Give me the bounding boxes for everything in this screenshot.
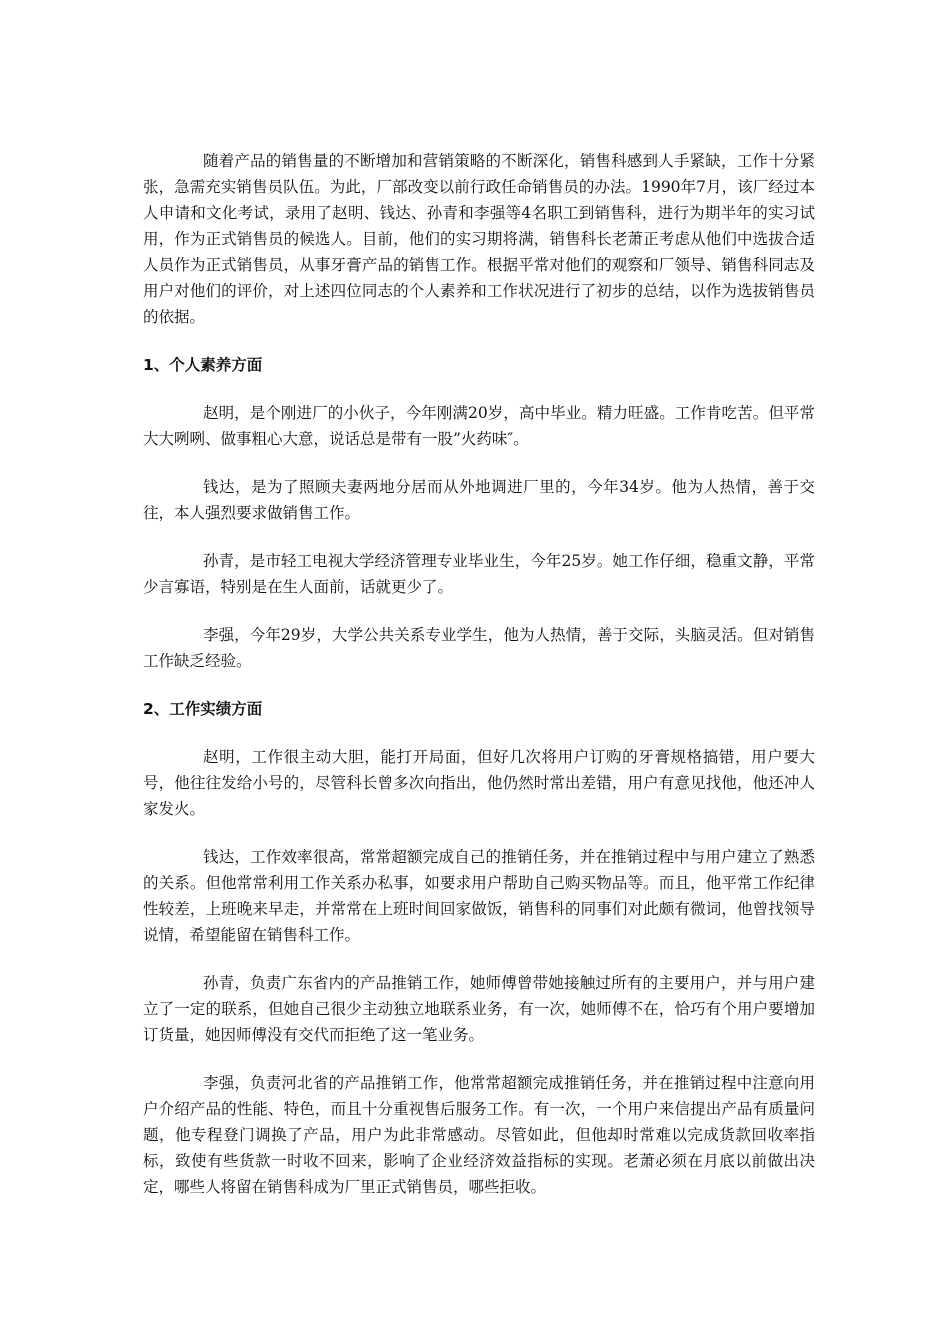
section-1-paragraph-li-qiang: 李强，今年29岁，大学公共关系专业学生，他为人热情，善于交际，头脑灵活。但对销售工作缺乏经验。 bbox=[143, 626, 815, 670]
section-2-paragraph-li-qiang: 李强，负责河北省的产品推销工作，他常常超额完成推销任务，并在推销过程中注意向用户介绍产品的性能、特色，而且十分重视售后服务工作。有一次，一个用户来信提出产品有质量问题，他专程登门调换了产品，用户为此非常感动。尽管如此，但他却时常难以完成货款回收率指标，致使有些货款一时收不回来，影响了企业经济效益指标的实现。老萧必须在月底以前做出决定，哪些人将留在销售科成为厂里正式销售员，哪些拒收。 bbox=[143, 1074, 815, 1196]
section-1-heading: 1、个人素养方面 bbox=[143, 356, 263, 374]
spacer bbox=[143, 600, 815, 622]
section-2-paragraph-qian-da: 钱达，工作效率很高，常常超额完成自己的推销任务，并在推销过程中与用户建立了熟悉的关系。但他常常利用工作关系办私事，如要求用户帮助自己购买物品等。而且，他平常工作纪律性较差，上班晚来早走，并常常在上班时间回家做饭，销售科的同事们对此颇有微词，他曾找领导说情，希望能留在销售科工作。 bbox=[143, 848, 815, 944]
spacer bbox=[143, 822, 815, 844]
section-1-paragraph-sun-qing: 孙青，是市轻工电视大学经济管理专业毕业生，今年25岁。她工作仔细，稳重文静，平常少言寡语，特别是在生人面前，话就更少了。 bbox=[143, 552, 815, 596]
section-2-paragraph-zhao-ming: 赵明，工作很主动大胆，能打开局面，但好几次将用户订购的牙膏规格搞错，用户要大号，他往往发给小号的，尽管科长曾多次向指出，他仍然时常出差错，用户有意见找他，他还冲人家发火。 bbox=[143, 748, 815, 818]
spacer bbox=[143, 452, 815, 474]
spacer bbox=[143, 722, 815, 744]
spacer bbox=[143, 948, 815, 970]
spacer bbox=[143, 330, 815, 352]
spacer bbox=[143, 674, 815, 696]
section-2-paragraph-sun-qing: 孙青，负责广东省内的产品推销工作，她师傅曾带她接触过所有的主要用户，并与用户建立了一定的联系，但她自己很少主动独立地联系业务，有一次，她师傅不在，恰巧有个用户要增加订货量，她因师傅没有交代而拒绝了这一笔业务。 bbox=[143, 974, 815, 1044]
document-page bbox=[143, 148, 815, 1200]
section-1-paragraph-qian-da: 钱达，是为了照顾夫妻两地分居而从外地调进厂里的，今年34岁。他为人热情，善于交往，本人强烈要求做销售工作。 bbox=[143, 478, 815, 522]
section-1-paragraph-zhao-ming: 赵明，是个刚进厂的小伙子，今年刚满20岁，高中毕业。精力旺盛。工作肯吃苦。但平常大大咧咧、做事粗心大意，说话总是带有一股”火药味″。 bbox=[143, 404, 815, 448]
spacer bbox=[143, 526, 815, 548]
section-2-heading: 2、工作实绩方面 bbox=[143, 700, 263, 718]
spacer bbox=[143, 1048, 815, 1070]
spacer bbox=[143, 378, 815, 400]
intro-paragraph: 随着产品的销售量的不断增加和营销策略的不断深化，销售科感到人手紧缺，工作十分紧张，急需充实销售员队伍。为此，厂部改变以前行政任命销售员的办法。1990年7月，该厂经过本人申请和文化考试，录用了赵明、钱达、孙青和李强等4名职工到销售科，进行为期半年的实习试用，作为正式销售员的候选人。目前，他们的实习期将满，销售科长老萧正考虑从他们中选拔合适人员作为正式销售员，从事牙膏产品的销售工作。根据平常对他们的观察和厂领导、销售科同志及用户对他们的评价，对上述四位同志的个人素养和工作状况进行了初步的总结，以作为选拔销售员的依据。 bbox=[143, 152, 815, 326]
